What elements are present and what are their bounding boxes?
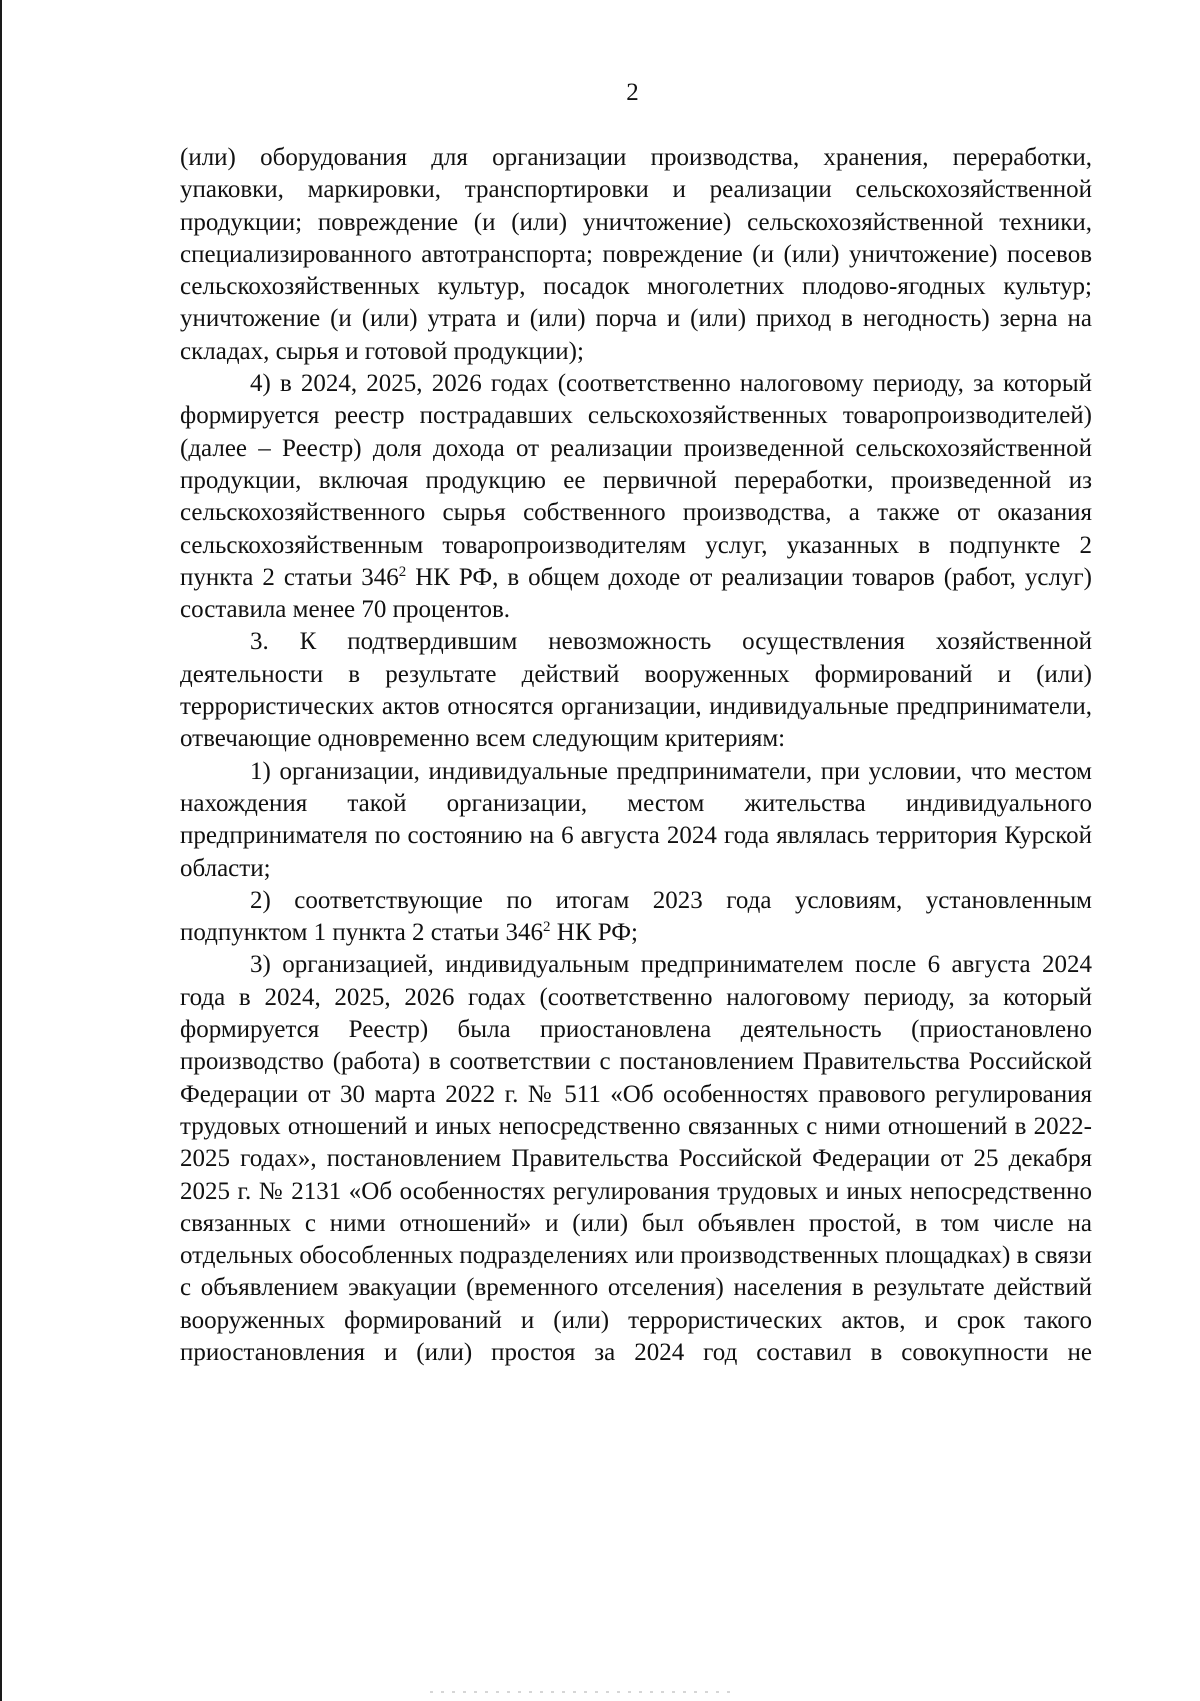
paragraph-criterion-1: 1) организации, индивидуальные предприниматели, при условии, что местом нахождения такой организации, местом жительства индивидуального предпринимателя по состоянию на 6 августа 2024 года являлась территория Курской области; xyxy=(180,757,1092,882)
item-4-text: 4) в 2024, 2025, 2026 годах (соответственно налоговому периоду, за который формируется реестр пострадавших сельскохозяйственных товаропроизводителей) (далее – Реестр) доля дохода от реализации произведенной сельскохозяйственной продукции, включая продукцию ее первичной переработки, произведенной из сельскохозяйственного сырья собственного производства, а также от оказания сельскохозяйственным товаропроизводителям услуг, указанных в подпункте 2 пункта 2 статьи xyxy=(180,370,1092,591)
paragraph-section-3: 3. К подтвердившим невозможность осуществления хозяйственной деятельности в результате действий вооруженных формирований и (или) террористических актов относятся организации, индивидуальные предприниматели, отвечающие одновременно всем следующим критериям: xyxy=(180,628,1092,753)
criterion-2-article-superscript: 2 xyxy=(543,919,551,936)
paragraph-continuation: (или) оборудования для организации производства, хранения, переработки, упаковки, маркировки, транспортировки и реализации сельскохозяйственной продукции; повреждение (и (или) уничтожение) сельскохозяйственной техники, специализированного автотранспорта; повреждение (и (или) уничтожение) посевов сельскохозяйственных культур, посадок многолетних плодово-ягодных культур; уничтожение (и (или) утрата и (или) порча и (или) приход в негодность) зерна на складах, сырья и готовой продукции); xyxy=(180,144,1092,365)
item-4-tail-text: НК РФ, в общем доходе от реализации товаров (работ, услуг) составила менее 70 процентов. xyxy=(180,563,1093,624)
criterion-2-tail-text: НК РФ; xyxy=(550,919,638,947)
scan-edge-line xyxy=(0,0,2,1701)
paragraph-criterion-2 xyxy=(180,885,1092,950)
document-body xyxy=(180,142,1092,1369)
paragraph-item-4 xyxy=(180,368,1092,626)
paragraph-criterion-3: 3) организацией, индивидуальным предпринимателем после 6 августа 2024 года в 2024, 2025, 2026 годах (соответственно налоговому периоду, за который формируется Реестр) была приостановлена деятельность (приостановлено производство (работа) в соответствии с постановлением Правительства Российской Федерации от 30 марта 2022 г. № 511 «Об особенностях правового регулирования трудовых отношений и иных непосредственно связанных с ними отношений в 2022-2025 годах», постановлением Правительства Российской Федерации от 25 декабря 2025 г. № 2131 «Об особенностях регулирования трудовых и иных непосредственно связанных с ними отношений» и (или) был объявлен простой, в том числе на отдельных обособленных подразделениях или производственных площадках) в связи с объявлением эвакуации (временного отселения) населения в результате действий вооруженных формирований и (или) террористических актов, и срок такого приостановления и (или) простоя за 2024 год составил в совокупности не xyxy=(180,951,1092,1366)
criterion-2-text: 2) соответствующие по итогам 2023 года условиям, установленным подпунктом 1 пункта 2 статьи 346 xyxy=(180,886,1092,947)
scan-artifact-dots xyxy=(430,1691,730,1693)
item-4-article-number: 346 xyxy=(361,563,399,591)
item-4-article-superscript: 2 xyxy=(398,563,407,580)
page-number: 2 xyxy=(626,79,639,106)
